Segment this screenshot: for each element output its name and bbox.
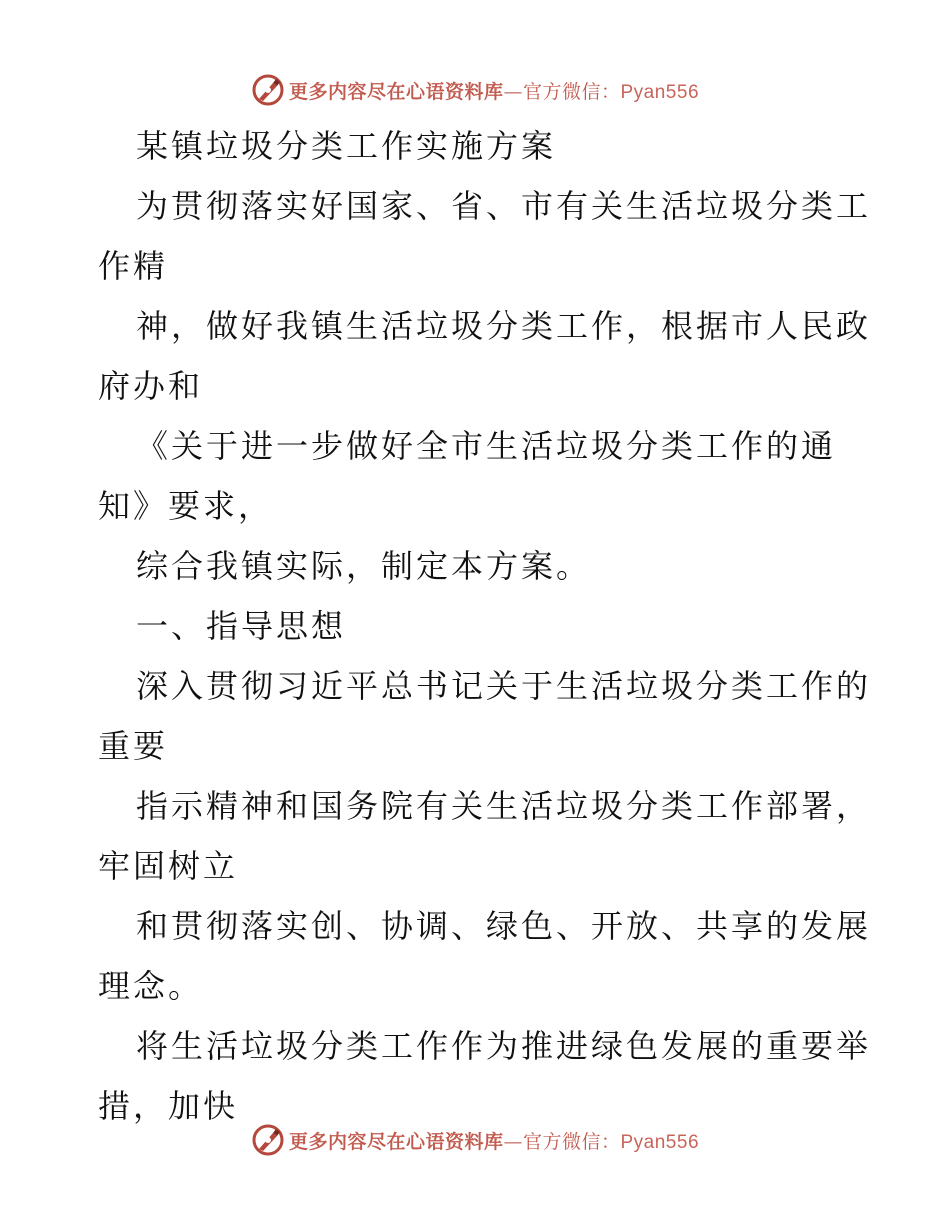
paragraph-line: 府办和	[98, 367, 204, 405]
watermark-wechat-id: Pyan556	[620, 81, 700, 103]
paragraph-line: 将生活垃圾分类工作作为推进绿色发展的重要举	[136, 1027, 872, 1065]
paragraph-line: 深入贯彻习近平总书记关于生活垃圾分类工作的	[136, 667, 872, 705]
pen-circle-logo-icon	[251, 73, 285, 107]
paragraph-line: 措，加快	[98, 1087, 239, 1125]
paragraph-line: 理念。	[98, 967, 204, 1005]
paragraph-line: 作精	[98, 247, 169, 285]
header-watermark	[0, 72, 950, 108]
paragraph-line: 神，做好我镇生活垃圾分类工作，根据市人民政	[136, 307, 872, 345]
paragraph-line: 为贯彻落实好国家、省、市有关生活垃圾分类工	[136, 187, 872, 225]
watermark-wechat-id: Pyan556	[620, 1131, 700, 1153]
pen-circle-logo-icon	[251, 1123, 285, 1157]
document-title: 某镇垃圾分类工作实施方案	[136, 127, 557, 165]
paragraph-line: 重要	[98, 727, 169, 765]
watermark-title: 更多内容尽在心语资料库	[288, 80, 504, 103]
paragraph-line: 和贯彻落实创、协调、绿色、开放、共享的发展	[136, 907, 872, 945]
paragraph-line: 《关于进一步做好全市生活垃圾分类工作的通	[136, 427, 837, 465]
section-heading: 一、指导思想	[136, 607, 347, 645]
watermark-wechat-label: 官方微信：	[522, 1130, 621, 1153]
paragraph-line: 指示精神和国务院有关生活垃圾分类工作部署，	[136, 787, 872, 825]
watermark-separator: —	[503, 1130, 523, 1153]
paragraph-line: 知》要求，	[98, 487, 274, 525]
watermark-separator: —	[503, 80, 523, 103]
watermark-wechat-label: 官方微信：	[522, 80, 621, 103]
watermark-title: 更多内容尽在心语资料库	[288, 1130, 504, 1153]
paragraph-line: 综合我镇实际，制定本方案。	[136, 547, 592, 585]
paragraph-line: 牢固树立	[98, 847, 239, 885]
footer-watermark	[0, 1122, 950, 1158]
